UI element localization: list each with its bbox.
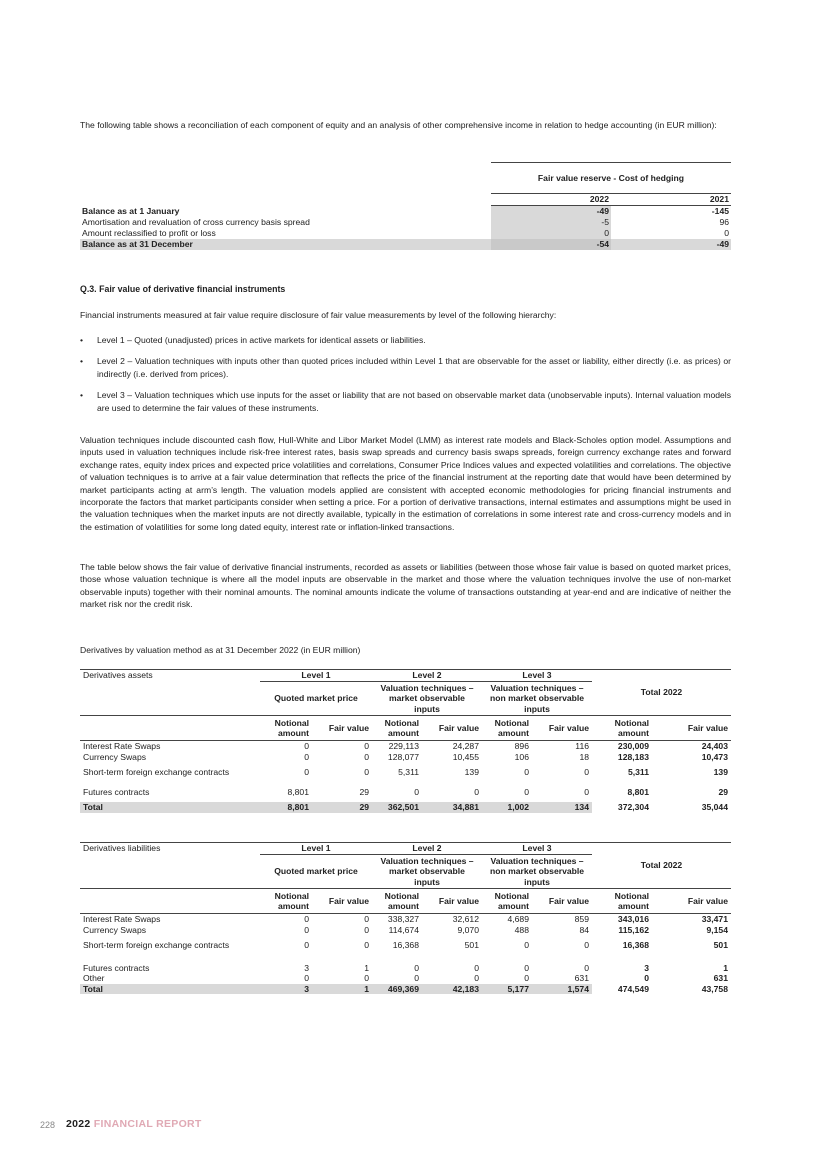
table-total-row: Total 3 1 469,369 42,183 5,177 1,574 474,549 43,758 <box>80 984 731 995</box>
reserve-row: Amortisation and revaluation of cross currency basis spread -5 96 <box>82 217 729 227</box>
section-title: Q.3. Fair value of derivative financial instruments <box>80 284 286 294</box>
derivatives-assets-table: Derivatives assets Level 1 Level 2 Level 3 Total 2022 Quoted market price Valuation techniques – market observable inputs Valuation techniques – non market observable inputs Notional amount Fair value Notional amount Fair value Notional amount Fair value Notional amount Fair value Interest Rate Swaps 0 0 229,113 24,287 896 116 230,009 24,403 Currency Swaps 0 0 128,077 10,455 106 18 128,183 10,473 Short-term foreign exchange contracts 0 0 5,311 139 0 0 5,311 139 Futures contracts 8,801 29 0 0 0 0 8,801 29 Total 8,801 29 362,501 34,881 1,002 134 372,304 35,044 <box>80 669 731 813</box>
bullet-level-3: • Level 3 – Valuation techniques which use inputs for the asset or liability that are not based on observable market data (unobservable inputs). Internal valuation models are used to determine the fair values of these instruments. <box>80 389 731 414</box>
intro-paragraph: The following table shows a reconciliation of each component of equity and an analysis of other comprehensive income in relation to hedge accounting (in EUR million): <box>80 120 717 130</box>
reserve-row: Amount reclassified to profit or loss 0 0 <box>82 228 729 238</box>
table-intro-paragraph: The table below shows the fair value of derivative financial instruments, recorded as assets or liabilities (between those whose fair value is based on quoted market prices, those whose valuation technique is where all the model inputs are observable in the market and those where the valuation techniques involve the use of non-market observable inputs) together with their nominal amounts. The nominal amounts indicate the volume of transactions outstanding at year-end and are indicative of neither the market risk nor the credit risk. <box>80 562 731 610</box>
table-row: Currency Swaps 0 0 128,077 10,455 106 18 128,183 10,473 <box>83 751 728 762</box>
table-row: Short-term foreign exchange contracts 0 0 5,311 139 0 0 5,311 139 <box>83 766 728 777</box>
reserve-year-2021: 2021 <box>611 194 731 206</box>
table-row: Interest Rate Swaps 0 0 229,113 24,287 896 116 230,009 24,403 <box>83 741 728 751</box>
page-number: 228 <box>40 1120 56 1130</box>
report-year: 2022 <box>66 1118 91 1130</box>
reserve-row: Balance as at 31 December -54 -49 <box>82 239 729 249</box>
level-bullets <box>80 334 731 414</box>
table-row: Interest Rate Swaps 0 0 338,327 32,612 4,689 859 343,016 33,471 <box>83 914 728 924</box>
bullet-level-1: • Level 1 – Quoted (unadjusted) prices in active markets for identical assets or liabilities. <box>80 334 731 346</box>
derivatives-liabilities-table: Derivatives liabilities Level 1 Level 2 Level 3 Total 2022 Quoted market price Valuation techniques – market observable inputs Valuation techniques – non market observable inputs Notional amount Fair value Notional amount Fair value Notional amount Fair value Notional amount Fair value Interest Rate Swaps 0 0 338,327 32,612 4,689 859 343,016 33,471 Currency Swaps 0 0 114,674 9,070 488 84 115,162 9,154 Short-term foreign exchange contracts 0 0 16,368 501 0 0 16,368 501 Futures contracts 3 1 0 0 0 0 3 1 Other 0 0 0 0 0 631 0 631 Total 3 1 469,369 42,183 5,177 1,574 474,549 43,758 <box>80 842 731 994</box>
table-row: Short-term foreign exchange contracts 0 0 16,368 501 0 0 16,368 501 <box>83 939 728 950</box>
bullet-level-2: • Level 2 – Valuation techniques with inputs other than quoted prices included within Level 1 that are observable for the asset or liability, either directly (i.e. as prices) or indirectly (i.e. derived from prices). <box>80 355 731 380</box>
report-title-text: FINANCIAL REPORT <box>93 1118 202 1130</box>
reserve-group-header: Fair value reserve - Cost of hedging <box>491 163 731 194</box>
table-row: Futures contracts 3 1 0 0 0 0 3 1 <box>83 962 728 973</box>
assets-title: Derivatives assets <box>83 670 153 681</box>
reserve-row: Balance as at 1 January -49 -145 <box>82 205 729 216</box>
fair-value-reserve-table <box>80 162 731 250</box>
section-lead: Financial instruments measured at fair value require disclosure of fair value measurements by level of the following hierarchy: <box>80 310 557 320</box>
liabilities-title: Derivatives liabilities <box>83 843 161 854</box>
valuation-paragraph: Valuation techniques include discounted cash flow, Hull-White and Libor Market Model (LMM) as interest rate models and Black-Scholes option model. Assumptions and inputs used in valuation techniques include risk-free interest rates, basis swap spreads and currency basis swaps spreads, foreign currency exchange rates and forward exchange rates, equity index prices and expected price volatilities and correlations, Consumer Price Indices values and expected volatilities and correlations. The objective of valuation techniques is to arrive at a fair value determination that reflects the price of the financial instrument at the reporting date that would have been determined by market participants acting at arm’s length. The valuation models applied are consistent with accepted economic methodologies for pricing financial instruments and incorporate the factors that market participants consider when setting a price. For a portion of derivative transactions, internal estimates and assumptions might be used in the valuation techniques when the market inputs are not directly available, typically in the estimation of correlations in some interest rate and cross-currency models and in the estimation of volatilities for some long dated equity, interest rate or inflation-linked transactions. <box>80 435 731 532</box>
report-title <box>66 1118 202 1130</box>
table-row: Other 0 0 0 0 0 631 0 631 <box>83 973 728 983</box>
derivatives-caption: Derivatives by valuation method as at 31 December 2022 (in EUR million) <box>80 645 361 655</box>
reserve-year-2022: 2022 <box>491 194 611 206</box>
table-total-row: Total 8,801 29 362,501 34,881 1,002 134 372,304 35,044 <box>80 802 731 813</box>
table-row: Currency Swaps 0 0 114,674 9,070 488 84 115,162 9,154 <box>83 924 728 935</box>
table-row: Futures contracts 8,801 29 0 0 0 0 8,801 29 <box>83 786 728 797</box>
